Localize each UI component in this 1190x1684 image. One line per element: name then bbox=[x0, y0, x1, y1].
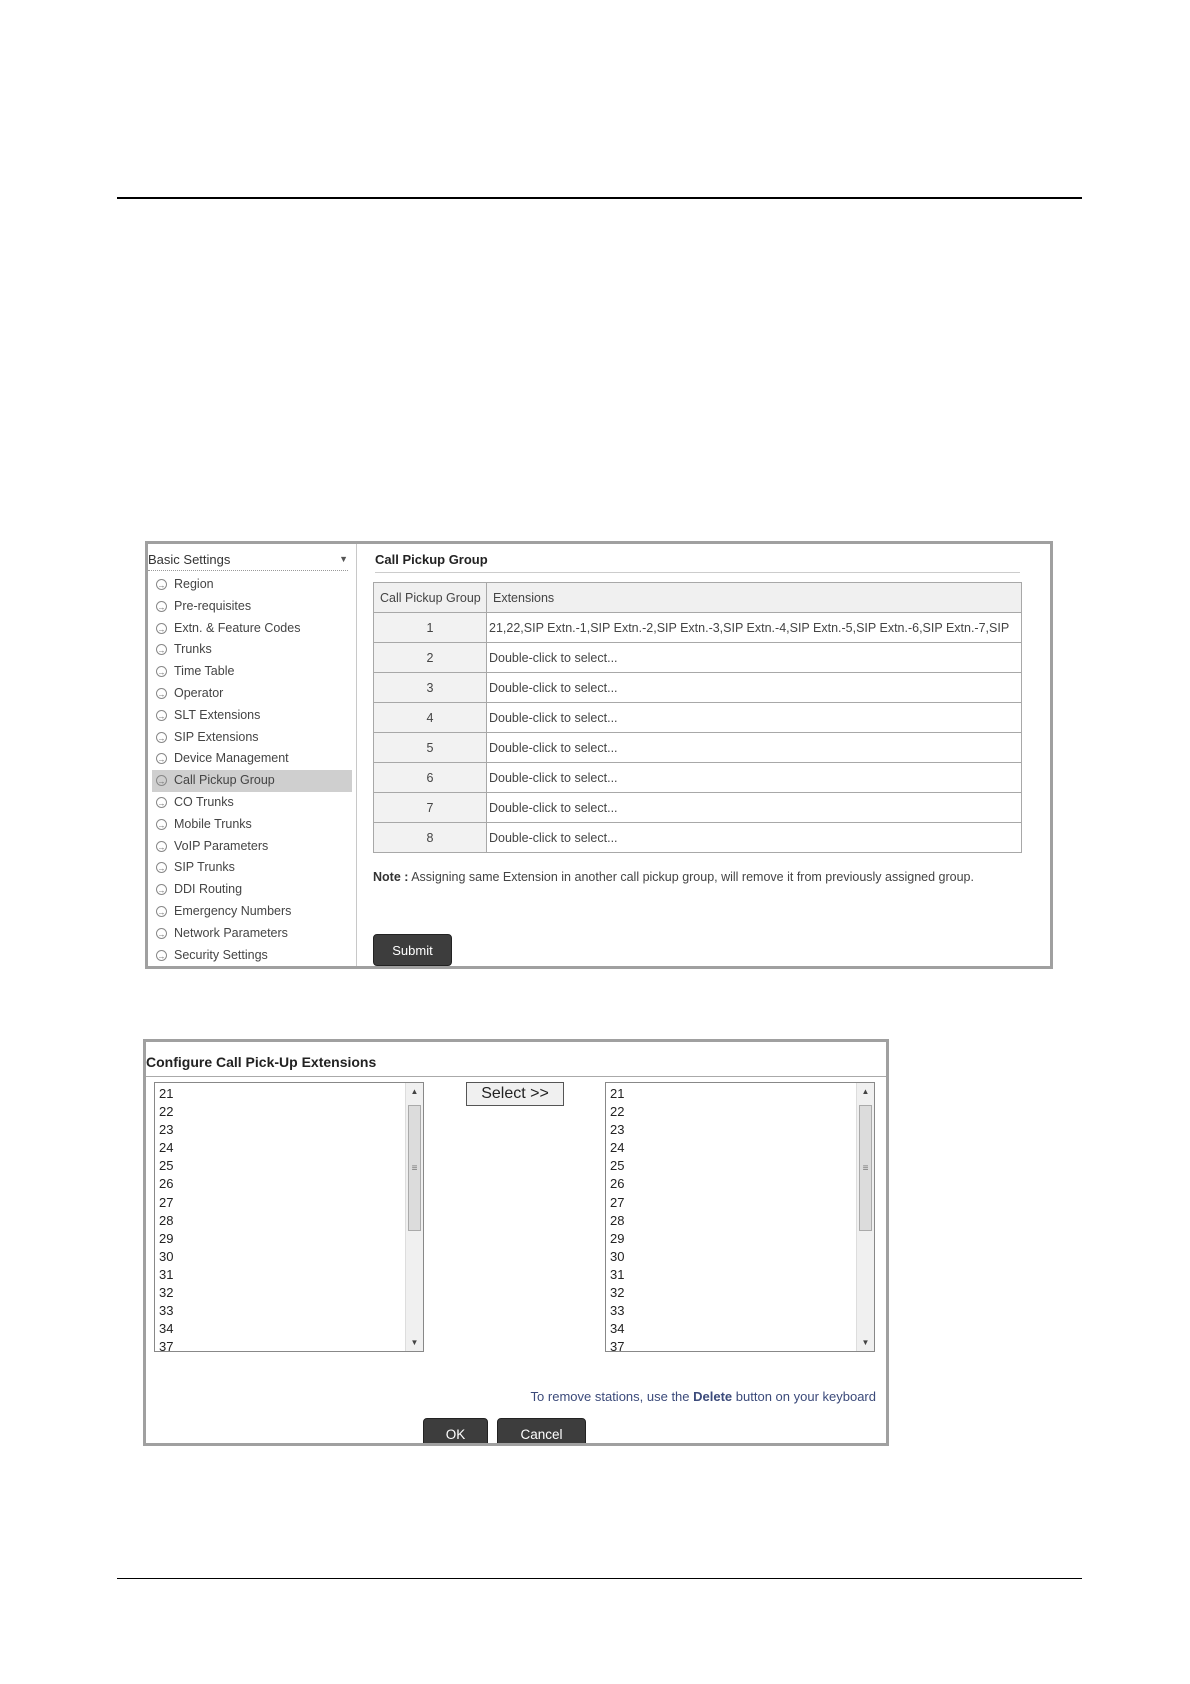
list-item[interactable]: 24 bbox=[610, 1140, 625, 1156]
sidebar-item[interactable] bbox=[152, 923, 352, 945]
page-title: Call Pickup Group bbox=[375, 552, 1020, 573]
scroll-grip-icon[interactable]: ≡ bbox=[859, 1105, 872, 1231]
list-item[interactable]: 22 bbox=[159, 1104, 174, 1120]
available-extensions-list[interactable] bbox=[154, 1082, 424, 1352]
scroll-grip-icon[interactable]: ≡ bbox=[408, 1105, 421, 1231]
dialog-title: Configure Call Pick-Up Extensions bbox=[146, 1054, 886, 1077]
sidebar-item-label: SLT Extensions bbox=[174, 707, 261, 722]
hint-suffix: button on your keyboard bbox=[732, 1389, 876, 1404]
table-row[interactable] bbox=[374, 823, 1022, 853]
arrow-circle-icon: → bbox=[157, 820, 166, 830]
arrow-circle-icon: → bbox=[157, 602, 166, 612]
sidebar-item-label: CO Trunks bbox=[174, 794, 234, 809]
list-item[interactable]: 22 bbox=[610, 1104, 625, 1120]
list-item[interactable]: 23 bbox=[610, 1122, 625, 1138]
sidebar-header-label: Basic Settings bbox=[148, 552, 231, 567]
list-item[interactable]: 34 bbox=[159, 1321, 174, 1337]
sidebar-item-label: Trunks bbox=[174, 642, 212, 657]
sidebar-item-label: Operator bbox=[174, 685, 224, 700]
sidebar-item[interactable] bbox=[152, 879, 352, 901]
scroll-down-arrow-icon[interactable]: ▼ bbox=[861, 1338, 870, 1347]
sidebar-item[interactable] bbox=[152, 639, 352, 661]
sidebar-item[interactable] bbox=[152, 596, 352, 618]
table-header-row bbox=[374, 583, 1022, 613]
table-row[interactable] bbox=[374, 703, 1022, 733]
sidebar-item-label: Pre-requisites bbox=[174, 598, 252, 613]
sidebar bbox=[148, 544, 357, 966]
caret-down-icon[interactable]: ▼ bbox=[339, 554, 348, 564]
sidebar-list bbox=[152, 574, 352, 966]
list-item[interactable]: 26 bbox=[159, 1176, 174, 1192]
list-item[interactable]: 37 bbox=[159, 1339, 174, 1352]
list-item[interactable]: 28 bbox=[159, 1212, 174, 1228]
sidebar-item[interactable] bbox=[152, 814, 352, 836]
sidebar-item[interactable] bbox=[152, 945, 352, 967]
select-button[interactable]: Select >> bbox=[466, 1082, 564, 1106]
extensions-cell[interactable]: Double-click to select... bbox=[487, 703, 1022, 733]
list-item[interactable]: 32 bbox=[610, 1285, 625, 1301]
group-number-cell: 3 bbox=[374, 673, 487, 703]
list-item[interactable]: 29 bbox=[159, 1230, 174, 1246]
sidebar-item[interactable] bbox=[152, 748, 352, 770]
sidebar-item[interactable] bbox=[152, 618, 352, 640]
arrow-circle-icon: → bbox=[157, 733, 166, 743]
note-text bbox=[373, 870, 974, 884]
submit-button[interactable]: Submit bbox=[373, 934, 452, 966]
column-header-group: Call Pickup Group bbox=[374, 583, 487, 613]
arrow-circle-icon: → bbox=[157, 798, 166, 808]
extensions-cell[interactable]: Double-click to select... bbox=[487, 643, 1022, 673]
sidebar-item[interactable] bbox=[152, 836, 352, 858]
scrollbar[interactable] bbox=[856, 1083, 874, 1351]
extensions-cell[interactable]: Double-click to select... bbox=[487, 673, 1022, 703]
group-number-cell: 5 bbox=[374, 733, 487, 763]
group-number-cell: 8 bbox=[374, 823, 487, 853]
arrow-circle-icon: → bbox=[157, 886, 166, 896]
arrow-circle-icon: → bbox=[157, 951, 166, 961]
extensions-cell[interactable]: Double-click to select... bbox=[487, 733, 1022, 763]
delete-hint bbox=[531, 1389, 876, 1404]
list-item[interactable]: 29 bbox=[610, 1230, 625, 1246]
call-pickup-table bbox=[373, 582, 1022, 853]
table-row[interactable] bbox=[374, 793, 1022, 823]
selected-extensions-list[interactable] bbox=[605, 1082, 875, 1352]
list-item[interactable]: 34 bbox=[610, 1321, 625, 1337]
arrow-circle-icon: → bbox=[157, 668, 166, 678]
list-item[interactable]: 33 bbox=[159, 1303, 174, 1319]
group-number-cell: 4 bbox=[374, 703, 487, 733]
list-item[interactable]: 37 bbox=[610, 1339, 625, 1352]
sidebar-item-label: Security Settings bbox=[174, 947, 268, 962]
arrow-circle-icon: → bbox=[157, 711, 166, 721]
hint-prefix: To remove stations, use the bbox=[530, 1389, 694, 1404]
group-number-cell: 7 bbox=[374, 793, 487, 823]
arrow-circle-icon: → bbox=[157, 864, 166, 874]
sidebar-item-label: Region bbox=[174, 577, 214, 591]
sidebar-item-label: Device Management bbox=[174, 751, 289, 766]
sidebar-item-label: Extn. & Feature Codes bbox=[174, 620, 301, 635]
sidebar-item[interactable] bbox=[152, 683, 352, 705]
configure-extensions-dialog bbox=[143, 1039, 889, 1446]
table-row[interactable] bbox=[374, 763, 1022, 793]
arrow-circle-icon: → bbox=[157, 777, 166, 787]
sidebar-item-label: DDI Routing bbox=[174, 882, 243, 897]
note-body: Assigning same Extension in another call pickup group, will remove it from previously assigned group. bbox=[408, 870, 974, 884]
group-number-cell: 2 bbox=[374, 643, 487, 673]
sidebar-item[interactable] bbox=[152, 705, 352, 727]
sidebar-item[interactable] bbox=[152, 792, 352, 814]
extensions-cell[interactable]: Double-click to select... bbox=[487, 823, 1022, 853]
page-top-rule bbox=[117, 197, 1082, 199]
group-number-cell: 1 bbox=[374, 613, 487, 643]
table-row[interactable] bbox=[374, 673, 1022, 703]
sidebar-item[interactable] bbox=[152, 727, 352, 749]
sidebar-item-label: VoIP Parameters bbox=[174, 838, 269, 853]
sidebar-item[interactable] bbox=[152, 574, 352, 596]
arrow-circle-icon: → bbox=[157, 646, 166, 656]
table-row[interactable] bbox=[374, 643, 1022, 673]
scroll-up-arrow-icon[interactable]: ▲ bbox=[861, 1087, 870, 1096]
list-item[interactable]: 31 bbox=[159, 1266, 174, 1282]
list-item[interactable]: 28 bbox=[610, 1212, 625, 1228]
arrow-circle-icon: → bbox=[157, 755, 166, 765]
group-number-cell: 6 bbox=[374, 763, 487, 793]
list-item[interactable]: 26 bbox=[610, 1176, 625, 1192]
scrollbar[interactable] bbox=[405, 1083, 423, 1351]
arrow-circle-icon: → bbox=[157, 907, 166, 917]
sidebar-item-label: Mobile Trunks bbox=[174, 816, 252, 831]
call-pickup-group-screenshot bbox=[145, 541, 1053, 969]
column-header-extensions: Extensions bbox=[487, 583, 1022, 613]
sidebar-item-label: Emergency Numbers bbox=[174, 903, 292, 918]
arrow-circle-icon: → bbox=[157, 929, 166, 939]
extensions-cell[interactable]: Double-click to select... bbox=[487, 763, 1022, 793]
hint-key: Delete bbox=[693, 1389, 733, 1404]
ok-button[interactable]: OK bbox=[423, 1418, 488, 1446]
list-item[interactable]: 25 bbox=[159, 1158, 174, 1174]
list-item[interactable]: 23 bbox=[159, 1122, 174, 1138]
page-bottom-rule bbox=[117, 1578, 1082, 1579]
list-item[interactable]: 27 bbox=[610, 1194, 625, 1210]
list-item[interactable]: 30 bbox=[610, 1248, 625, 1264]
list-item[interactable]: 31 bbox=[610, 1266, 625, 1282]
arrow-circle-icon: → bbox=[157, 689, 166, 699]
table-row[interactable] bbox=[374, 733, 1022, 763]
sidebar-item[interactable] bbox=[152, 661, 352, 683]
list-item[interactable]: 33 bbox=[610, 1303, 625, 1319]
arrow-circle-icon: → bbox=[157, 581, 166, 590]
list-item[interactable]: 21 bbox=[610, 1086, 625, 1101]
sidebar-item-label: Time Table bbox=[174, 664, 235, 679]
list-item[interactable]: 32 bbox=[159, 1285, 174, 1301]
table-row[interactable] bbox=[374, 613, 1022, 643]
scroll-down-arrow-icon[interactable]: ▼ bbox=[410, 1338, 419, 1347]
scroll-up-arrow-icon[interactable]: ▲ bbox=[410, 1087, 419, 1096]
arrow-circle-icon: → bbox=[157, 624, 166, 634]
sidebar-item[interactable] bbox=[152, 857, 352, 879]
extensions-cell[interactable]: Double-click to select... bbox=[487, 793, 1022, 823]
list-item[interactable]: 24 bbox=[159, 1140, 174, 1156]
note-label: Note : bbox=[373, 870, 409, 884]
list-item[interactable]: 30 bbox=[159, 1248, 174, 1264]
list-item[interactable]: 25 bbox=[610, 1158, 625, 1174]
sidebar-item-label: Network Parameters bbox=[174, 925, 288, 940]
sidebar-item-label: Call Pickup Group bbox=[174, 773, 275, 788]
list-item[interactable]: 21 bbox=[159, 1086, 174, 1101]
main-panel bbox=[373, 544, 1050, 966]
sidebar-item[interactable] bbox=[152, 901, 352, 923]
list-item[interactable]: 27 bbox=[159, 1194, 174, 1210]
cancel-button[interactable]: Cancel bbox=[497, 1418, 586, 1446]
arrow-circle-icon: → bbox=[157, 842, 166, 852]
sidebar-header[interactable] bbox=[148, 552, 348, 571]
extensions-cell[interactable]: 21,22,SIP Extn.-1,SIP Extn.-2,SIP Extn.-3,SIP Extn.-4,SIP Extn.-5,SIP Extn.-6,SIP Extn.-7,SIP bbox=[487, 613, 1022, 643]
sidebar-item-label: SIP Trunks bbox=[174, 860, 235, 875]
sidebar-item-label: SIP Extensions bbox=[174, 729, 259, 744]
sidebar-item[interactable] bbox=[152, 770, 352, 792]
